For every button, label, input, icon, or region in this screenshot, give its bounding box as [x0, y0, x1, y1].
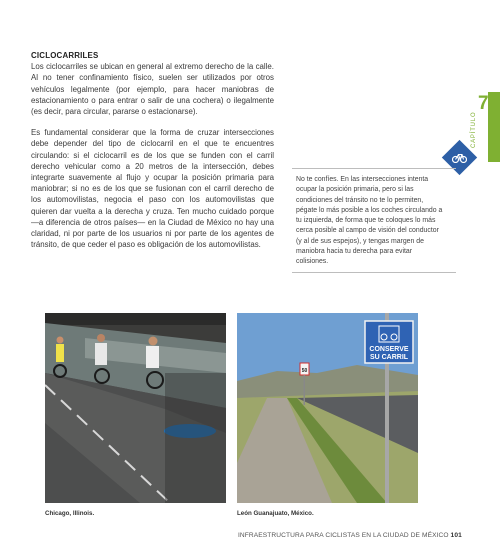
- footer-title: INFRAESTRUCTURA PARA CICLISTAS EN LA CIUDAD DE MÉXICO: [238, 532, 449, 539]
- caption-chicago: Chicago, Illinois.: [45, 510, 95, 517]
- bicycle-icon: [451, 149, 468, 166]
- tip-note-text: No te confíes. En las intersecciones intenta ocupar la posición primaria, pero si las condiciones del tránsito no te lo permiten, pégate lo más posible a los coches circulando a tu izquierda, de forma que te coloques lo más cerca posible al campo de visión del conductor (y al de sus espejos), y tengas margen de maniobra hacia tu derecha para evitar colisiones.: [296, 176, 443, 266]
- tip-note-box: [292, 168, 456, 273]
- photo-leon: [237, 313, 418, 503]
- section-heading: CICLOCARRILES: [31, 51, 99, 60]
- page-footer: [238, 532, 462, 539]
- paragraph-ciclocarriles: Los ciclocarriles se ubican en general al extremo derecho de la calle. Al no tener confinamiento físico, suelen ser utilizados por otros vehículos legalmente (por ejemplo, para hacer maniobras de estacionamiento o para entrar o salir de una cochera) o ilegalmente (es decir, para circular, pararse o estacionarse).: [31, 62, 274, 117]
- page-number: 101: [450, 532, 462, 539]
- caption-leon: León Guanajuato, México.: [237, 510, 314, 517]
- chapter-side-tab: [488, 92, 500, 162]
- sign-text-line1: CONSERVE: [369, 346, 409, 353]
- main-text-column: [31, 50, 274, 260]
- sign-text-line2: SU CARRIL: [369, 354, 409, 361]
- chapter-number: 7: [478, 93, 489, 114]
- photo-chicago: [45, 313, 226, 503]
- paragraph-intersecciones: Es fundamental considerar que la forma de cruzar intersecciones debe depender del tipo de ciclocarril en el que te encuentres circulando: si el ciclocarril es de los que se funden con el carril derecho vehicular como a 20 metros de la intersección, debes integrarte suavemente al flujo y ocupar la posición primaria para maniobrar; si no es de los que se fusionan con el carril derecho de los automovilistas, negocia el paso con los automovilistas que quieren dar vuelta a la derecha y cruza. Ten mucho cuidado porque —a diferencia de otros países— en la Ciudad de México no hay una claridad, ni por parte de los usuarios ni por parte de los agentes de tránsito, de que ceder el paso es obligación de los automovilistas.: [31, 128, 274, 250]
- chapter-label: CAPÍTULO: [471, 111, 477, 148]
- speed-limit-sign: 50: [301, 368, 308, 374]
